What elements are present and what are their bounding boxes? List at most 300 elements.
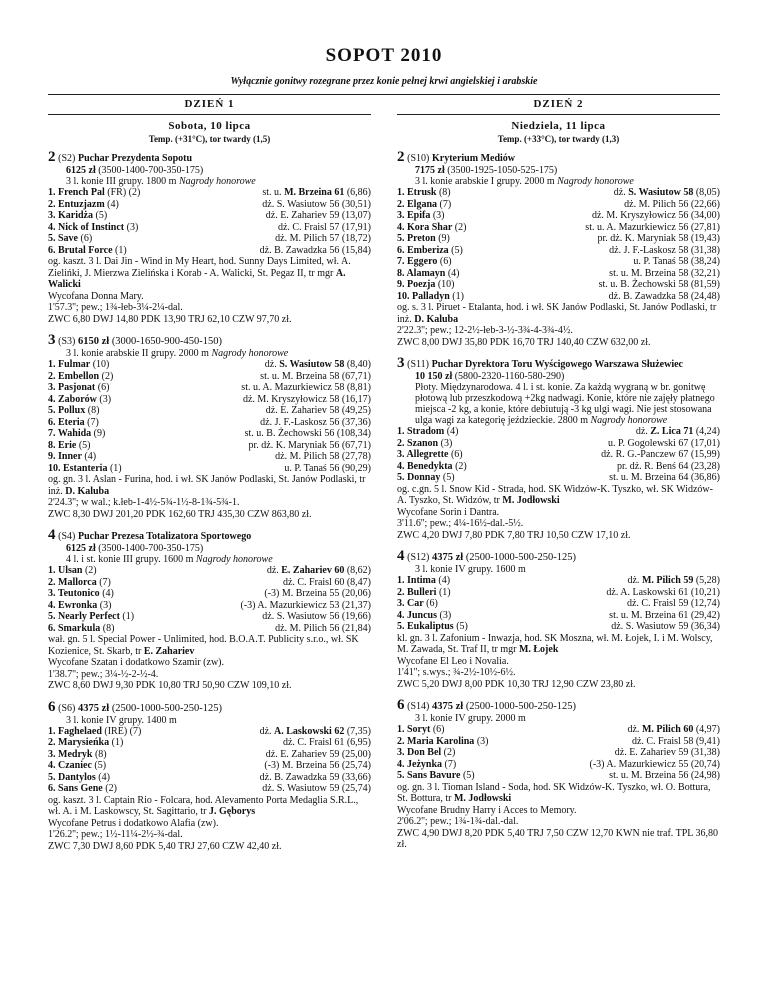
jockey-weight-odds: dż. M. Pilich 56 (22,66) (624, 198, 720, 210)
jockey-cell (267, 565, 371, 577)
horse-origin-draw: (7) (99, 576, 111, 588)
race-header (397, 151, 720, 165)
winner-row (48, 726, 371, 738)
race-prize: 6125 zł (66, 165, 96, 176)
top-rule (48, 94, 720, 95)
jockey-cell (601, 449, 720, 461)
result-row (48, 760, 371, 772)
horse-name: 1. Soryt (397, 724, 431, 735)
race-header (48, 529, 371, 543)
winner-pedigree: og. kaszt. 3 l. Captain Rio - Folcara, hod. Alevamento Porta Medaglia S.R.L., wł. A. i M. Laskowscy, St. Sagittario, tr (48, 794, 359, 817)
result-row (48, 588, 371, 600)
race-extra-line: ZWC 6,80 DWJ 14,80 PDK 13,90 TRJ 62,10 CZW 97,70 zł. (48, 313, 292, 325)
jockey-weight-odds: dż. R. G.-Panczew 67 (15,99) (601, 449, 720, 460)
winner-info (48, 795, 371, 818)
jockey-cell (624, 199, 720, 211)
result-row (397, 587, 720, 599)
horse-origin-draw: (5) (94, 760, 107, 771)
race-conditions-text: 3 l. konie IV grupy. 2000 m (415, 713, 526, 724)
horse-name: 3. Teutonico (48, 588, 100, 599)
race-extra-line: 3'11.6''; pew.; 4¼-16½-dal.-5½. (397, 518, 524, 529)
horse-name: 2. Bulleri (397, 586, 437, 598)
horse-origin-draw: (3) (432, 210, 445, 221)
result-row (48, 233, 371, 245)
race-extra-line: 1'38.7''; pew.; 3¼-½-2-½-4. (48, 668, 159, 680)
odds: (8,40) (346, 359, 371, 370)
race-block (397, 550, 720, 690)
race-prize-line (397, 371, 720, 382)
horse-origin-draw: (5) (78, 439, 91, 451)
jockey-cell (262, 783, 371, 795)
race-prize-line (48, 165, 371, 176)
horse-cell (397, 747, 455, 759)
race-honorary-prizes: Nagrody honorowe (211, 348, 289, 359)
result-row (397, 245, 720, 257)
horse-cell (48, 623, 114, 635)
jockey-cell (632, 736, 720, 748)
race-conditions-text: 3 l. konie III grupy. 1800 m (66, 176, 177, 187)
result-row (48, 222, 371, 234)
horse-name: 4. Ewronka (48, 599, 98, 611)
jockey-weight-odds: u. P. Tanaś 58 (38,24) (633, 256, 720, 267)
horse-name: 1. Faghelaed (48, 725, 102, 737)
race-prize-line (48, 543, 371, 554)
horse-origin-draw: (2) (443, 747, 456, 758)
race-block (48, 529, 371, 692)
jockey-weight-odds: st. u. B. Żechowski 58 (81,59) (598, 279, 720, 290)
horse-origin-draw: (4) (446, 426, 459, 437)
odds: (8,62) (346, 565, 371, 576)
race-number: 3 (48, 332, 56, 348)
horse-name: 6. Smarkula (48, 622, 101, 634)
result-row (48, 440, 371, 452)
race-header (48, 151, 371, 165)
race-prize-split: (2500-1000-500-250-125) (465, 701, 577, 712)
jockey-weight-odds: dż. B. Zawadzka 59 (33,66) (259, 771, 371, 783)
race-extra-line: 2'22.3''; pew.; 12-2½-łeb-3-½-3¾-4-3¾-4½. (397, 325, 573, 336)
horse-cell (48, 588, 114, 600)
result-row (397, 610, 720, 622)
race-conditions (48, 176, 371, 187)
horse-cell (48, 772, 110, 784)
horse-name: 1. Stradom (397, 426, 445, 437)
horse-name: 4. Juncus (397, 609, 438, 621)
day-label: DZIEŃ 2 (533, 98, 584, 110)
horse-cell (397, 724, 445, 736)
jockey-cell (609, 291, 720, 303)
jockey-weight-odds: dż. M. Pilich 56 (21,84) (275, 622, 371, 634)
jockey-weight-odds: dż. E. Zahariev 59 (25,00) (265, 748, 371, 760)
winner-row (397, 426, 720, 438)
jockey-cell (260, 726, 371, 738)
horse-origin-draw: (6) (432, 724, 445, 735)
horse-origin-draw: (6) (80, 233, 93, 244)
horse-cell (397, 187, 451, 199)
horse-origin-draw: (6) (439, 256, 452, 267)
horse-origin-draw: (5) (456, 621, 468, 632)
horse-cell (48, 463, 122, 475)
horse-cell (397, 587, 451, 599)
jockey-cell (240, 600, 371, 612)
jockey-cell (592, 210, 720, 222)
jockey-weight-odds: dż. S. Wasiutow 59 (36,34) (611, 621, 720, 632)
race-number: 2 (48, 149, 56, 165)
horse-cell (48, 726, 141, 738)
jockey-weight-odds: dż. A. Laskowski 61 (10,21) (606, 586, 720, 598)
jockey-weight-odds: dż. J. F.-Laskosz 56 (37,36) (260, 416, 371, 428)
jockey-weight-odds: dż. C. Fraisl 59 (12,74) (626, 598, 720, 609)
result-row (397, 598, 720, 610)
horse-name: 6. Emberiza (397, 244, 449, 256)
result-row (397, 279, 720, 291)
horse-cell (397, 472, 455, 484)
jockey-weight-odds: dż. S. Wasiutow 56 (30,51) (262, 198, 371, 210)
race-prize-split: (3500-1400-700-350-175) (98, 543, 204, 554)
race-extra-line: Wycofana Donna Mary. (48, 290, 144, 302)
horse-origin-draw: (2) (105, 783, 117, 794)
jockey-cell (609, 472, 720, 484)
winner-pedigree: wał. gn. 5 l. Special Power - Unlimited, hod. B.O.A.T. Publicity s.r.o., wł. SK Kozienice, St. Skarb, tr (48, 634, 359, 657)
horse-origin-draw: (8) (94, 748, 107, 760)
race-conditions (397, 382, 720, 426)
race-header (397, 357, 720, 371)
race-block (397, 151, 720, 348)
jockey-name: M. Pilich 59 (641, 575, 694, 586)
result-row (397, 438, 720, 450)
race-block (48, 334, 371, 520)
jockey-weight-odds: dż. S. Wasiutow 59 (25,74) (262, 783, 371, 794)
horse-origin-draw: (7) (439, 198, 452, 210)
horse-cell (48, 611, 134, 623)
jockey-cell (275, 233, 371, 245)
horse-cell (48, 405, 99, 417)
race-prize-split: (3500-1400-700-350-175) (98, 165, 204, 176)
winner-info (397, 302, 720, 325)
horse-cell (48, 210, 107, 222)
race-conditions (48, 554, 371, 565)
day-rule (48, 114, 371, 115)
horse-cell (397, 759, 456, 771)
result-row (397, 210, 720, 222)
horse-name: 2. Embellon (48, 370, 100, 382)
day-rule (397, 114, 720, 115)
race-prize-split: (3000-1650-900-450-150) (111, 336, 223, 347)
result-row (397, 759, 720, 771)
result-row (48, 199, 371, 211)
horse-name: 2. Maria Karolina (397, 735, 475, 747)
race-prize-split: (2500-1000-500-250-125) (465, 552, 577, 563)
jockey-cell (614, 187, 720, 199)
jockey-name: Z. Lica 71 (650, 426, 694, 437)
winner-info (397, 633, 720, 656)
page-subtitle: Wyłącznie gonitwy rozegrane przez konie pełnej krwi angielskiej i arabskie (230, 76, 538, 87)
race-extra-line: Wycofane El Leo i Novalia. (397, 655, 509, 667)
jockey-cell (284, 463, 371, 475)
race-name: Puchar Dyrektora Toru Wyścigowego Warszawa Służewiec (431, 359, 683, 370)
race-block (397, 357, 720, 541)
horse-name: 9. Inner (48, 451, 82, 462)
horse-name: 5. Donnay (397, 472, 441, 483)
horse-name: 7. Eggero (397, 256, 438, 267)
result-row (48, 463, 371, 475)
winner-pedigree: og. s. 3 l. Piruet - Etalanta, hod. i wł. SK Janów Podlaski, St. Janów Podlaski, tr inż. (397, 302, 717, 325)
jockey-weight-odds: st. u. M. Brzeina 56 (24,98) (609, 770, 720, 781)
horse-origin-draw: (10) (92, 359, 110, 370)
horse-cell (397, 736, 488, 748)
jockey-weight-odds: dż. C. Fraisl 57 (17,91) (277, 221, 371, 233)
jockey-weight-odds: pr. dż. K. Maryniak 58 (19,43) (597, 233, 720, 244)
jockey-weight-odds: st. u. M. Brzeina 58 (67,71) (260, 370, 371, 382)
result-row (48, 382, 371, 394)
jockey-weight-odds: st. u. M. Brzeina 58 (32,21) (609, 267, 720, 279)
jockey-weight-odds: st. u. M. Brzeina 61 (29,42) (609, 609, 720, 621)
result-row (48, 417, 371, 429)
horse-name: 7. Wahida (48, 428, 92, 439)
race-header (397, 550, 720, 564)
horse-cell (397, 268, 460, 280)
jockey-weight-odds: u. P. Tanaś 56 (90,29) (284, 462, 371, 474)
race-prize: 6125 zł (66, 543, 96, 554)
horse-name: 5. Eukaliptus (397, 621, 454, 632)
jockey-cell (633, 256, 720, 268)
horse-origin-draw: (5) (451, 244, 463, 256)
winner-trainer: D. Kaluba (414, 313, 459, 325)
race-extra-line: Wycofane Brudny Harry i Acces to Memory. (397, 804, 577, 816)
result-row (397, 199, 720, 211)
winner-row (397, 575, 720, 587)
horse-name: 3. Car (397, 598, 424, 609)
jockey-cell (609, 610, 720, 622)
result-row (397, 268, 720, 280)
result-row (48, 737, 371, 749)
horse-name: 2. Elgana (397, 198, 438, 210)
race-extra-line: Wycofane Sorin i Dantra. (397, 506, 500, 518)
race-prize: 10 150 zł (415, 371, 453, 382)
horse-name: 3. Epifa (397, 210, 431, 221)
horse-origin-draw: (IRE) (7) (104, 725, 142, 737)
jockey-weight-odds: dż. M. Kryszyłowicz 58 (16,17) (242, 393, 371, 405)
jockey-cell (243, 394, 371, 406)
winner-trainer: J. Gęborys (209, 806, 256, 817)
race-prize-split: (2500-1000-500-250-125) (111, 702, 223, 714)
race-extra-line: ZWC 8,30 DWJ 201,20 PDK 162,60 TRJ 435,30 CZW 863,80 zł. (48, 508, 312, 520)
jockey-title: dż. (635, 426, 651, 437)
race-prize: 4375 zł (77, 702, 110, 714)
jockey-weight-odds: st. u. A. Mazurkiewicz 56 (27,81) (585, 221, 720, 233)
horse-name: 3. Medryk (48, 748, 93, 760)
result-row (397, 747, 720, 759)
race-conditions-text: 3 l. konie arabskie II grupy. 2000 m (66, 348, 209, 359)
horse-origin-draw: (6) (450, 449, 463, 460)
horse-name: 1. Etrusk (397, 187, 437, 198)
race-conditions (397, 176, 720, 187)
jockey-title: dż. (627, 575, 642, 586)
horse-name: 5. Sans Bavure (397, 770, 461, 781)
jockey-cell (262, 187, 371, 199)
jockey-weight-odds: dż. B. Zawadzka 56 (15,84) (259, 244, 371, 256)
race-extra-line: ZWC 8,60 DWJ 9,30 PDK 10,80 TRJ 50,90 CZW 109,10 zł. (48, 680, 292, 691)
winner-row (48, 359, 371, 371)
horse-origin-draw: (5) (95, 210, 108, 221)
result-row (48, 210, 371, 222)
jockey-weight-odds: dż. E. Zahariev 59 (13,07) (265, 210, 371, 221)
jockey-cell (627, 724, 720, 736)
jockey-cell (262, 611, 371, 623)
horse-name: 6. Brutal Force (48, 244, 113, 256)
winner-info (48, 256, 371, 291)
horse-cell (397, 575, 450, 587)
horse-origin-draw: (9) (93, 428, 106, 439)
horse-cell (48, 565, 97, 577)
day-date: Sobota, 10 lipca (168, 120, 251, 132)
jockey-cell (283, 737, 371, 749)
horse-cell (397, 256, 452, 268)
race-prize: 6150 zł (77, 336, 110, 347)
horse-origin-draw: (3) (99, 599, 112, 611)
jockey-cell (265, 359, 371, 371)
horse-cell (48, 417, 99, 429)
day-label: DZIEŃ 1 (184, 98, 235, 110)
odds: (6,86) (346, 187, 371, 198)
horse-origin-draw: (1) (122, 611, 135, 622)
horse-origin-draw: (4) (438, 575, 451, 586)
horse-name: 2. Mallorca (48, 576, 97, 588)
horse-cell (48, 749, 107, 761)
race-code: (S2) (58, 153, 76, 164)
jockey-cell (627, 598, 720, 610)
race-extra-line: 2'06.2''; pew.; 1¾-1¾-dal.-dal. (397, 816, 519, 827)
horse-origin-draw: (8) (438, 187, 451, 198)
jockey-name: S. Wasiutow 58 (628, 187, 694, 198)
race-code: (S6) (58, 702, 76, 714)
jockey-cell (249, 440, 371, 452)
result-row (48, 623, 371, 635)
horse-name: 2. Marysieńka (48, 737, 110, 748)
race-extra-line: Wycofane Petrus i dodatkowo Alafia (zw). (48, 817, 219, 829)
jockey-weight-odds: dż. E. Zahariev 59 (31,38) (614, 747, 720, 758)
winner-trainer: E. Zahariev (143, 645, 195, 657)
race-extra-line: ZWC 4,90 DWJ 8,20 PDK 5,40 TRJ 7,50 CZW 12,70 KWN nie traf. TPL 36,80 zł. (397, 827, 719, 850)
horse-origin-draw: (4) (98, 771, 110, 783)
jockey-cell (611, 621, 720, 633)
race-header (48, 334, 371, 348)
result-row (48, 371, 371, 383)
race-honorary-prizes: Nagrody honorowe (178, 176, 256, 187)
horse-cell (397, 210, 445, 222)
horse-cell (397, 279, 455, 291)
horse-cell (397, 621, 468, 633)
jockey-cell (598, 233, 720, 245)
horse-cell (48, 600, 111, 612)
jockey-weight-odds: u. P. Gogolewski 67 (17,01) (608, 437, 720, 449)
result-row (397, 621, 720, 633)
jockey-cell (278, 222, 371, 234)
horse-name: 1. Intima (397, 575, 436, 586)
race-prize-line (397, 165, 720, 176)
horse-cell (48, 394, 111, 406)
jockey-weight-odds: dż. B. Zawadzka 58 (24,48) (608, 290, 720, 302)
jockey-name: M. Brzeina 61 (284, 187, 345, 198)
horse-cell (48, 783, 117, 795)
jockey-title: dż. (259, 725, 275, 737)
jockey-weight-odds: (-3) A. Mazurkiewicz 53 (21,37) (240, 599, 371, 611)
jockey-weight-odds: dż. C. Fraisl 61 (6,95) (282, 737, 371, 748)
horse-name: 5. Dantylos (48, 771, 96, 783)
result-row (48, 772, 371, 784)
winner-info (48, 474, 371, 497)
jockey-cell (266, 405, 371, 417)
race-extra-line: 1'26.2''; pew.; 1½-11¼-2½-¾-dal. (48, 829, 183, 840)
horse-name: 4. Czaniec (48, 760, 92, 771)
result-row (48, 405, 371, 417)
race-block (48, 698, 371, 853)
jockey-cell (599, 279, 720, 291)
jockey-cell (260, 371, 371, 383)
horse-origin-draw: (1) (111, 737, 124, 748)
winner-pedigree: og. c.gn. 5 l. Snow Kid - Strada, hod. SK Widzów-K. Tyszko, wł. SK Widzów-A. Tyszko, St. Widzów, tr (397, 483, 713, 506)
horse-origin-draw: (1) (452, 290, 464, 302)
horse-origin-draw: (5) (442, 472, 455, 483)
result-row (48, 749, 371, 761)
race-extra-line: ZWC 5,20 DWJ 8,00 PDK 10,30 TRJ 12,90 CZW 23,80 zł. (397, 678, 636, 690)
horse-name: 5. Pollux (48, 405, 86, 416)
race-honorary-prizes: Nagrody honorowe (590, 415, 668, 426)
result-row (48, 600, 371, 612)
horse-origin-draw: (6) (97, 382, 110, 393)
winner-trainer: A. Walicki (48, 267, 346, 290)
race-header (397, 699, 720, 713)
horse-origin-draw: (3) (99, 393, 112, 405)
jockey-cell (609, 245, 720, 257)
horse-name: 1. Ulsan (48, 565, 83, 576)
jockey-cell (262, 199, 371, 211)
race-code: (S11) (407, 359, 429, 370)
horse-origin-draw: (2) (84, 565, 97, 576)
page-title: SOPOT 2010 (325, 45, 443, 66)
jockey-weight-odds: (-3) A. Mazurkiewicz 55 (20,74) (589, 758, 720, 770)
jockey-weight-odds: dż. J. F.-Laskosz 58 (31,38) (609, 244, 720, 256)
jockey-weight-odds: dż. M. Pilich 57 (18,72) (275, 233, 371, 244)
jockey-cell (636, 426, 720, 438)
winner-row (48, 565, 371, 577)
race-code: (S3) (58, 336, 76, 347)
race-conditions-text: 3 l. konie IV grupy. 1600 m (415, 564, 526, 575)
jockey-cell (260, 417, 371, 429)
horse-name: 4. Jeżynka (397, 758, 442, 770)
horse-cell (397, 199, 451, 211)
horse-name: 4. Zaborów (48, 393, 97, 405)
race-code: (S4) (58, 531, 76, 542)
jockey-cell (627, 575, 720, 587)
jockey-weight-odds: dż. C. Fraisl 58 (9,41) (631, 735, 720, 747)
odds: (4,24) (695, 426, 720, 437)
horse-origin-draw: (7) (87, 416, 99, 428)
winner-pedigree: og. kaszt. 3 l. Dai Jin - Wind in My Heart, hod. Sunny Days Limited, wł. A. Zielińki, J. Mierzwa Zielińska i Korab - A. Walicki, St. Pegaz II, tr mgr (48, 256, 351, 279)
jockey-name: E. Zahariev 60 (281, 565, 345, 576)
result-row (397, 736, 720, 748)
horse-cell (397, 461, 467, 473)
horse-name: 6. Eteria (48, 416, 85, 428)
jockey-cell (606, 587, 720, 599)
race-conditions-text: 3 l. konie arabskie I grupy. 2000 m (415, 176, 555, 187)
jockey-cell (615, 747, 720, 759)
horse-origin-draw: (2) (455, 460, 467, 472)
horse-origin-draw: (4) (102, 588, 114, 599)
race-honorary-prizes: Nagrody honorowe (557, 176, 634, 187)
winner-info (48, 634, 371, 657)
race-number: 4 (397, 548, 405, 564)
horse-cell (397, 233, 450, 245)
